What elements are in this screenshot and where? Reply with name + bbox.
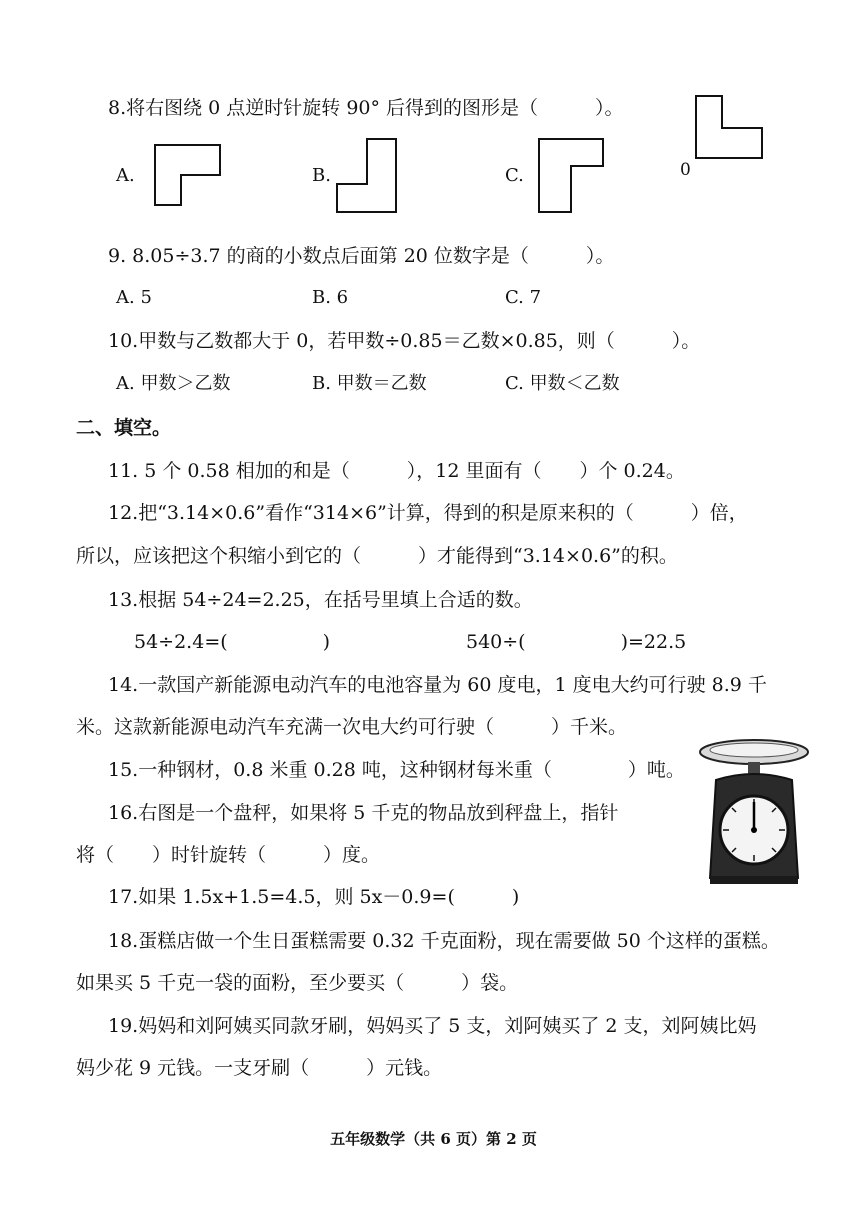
q8-option-b-label: B. bbox=[312, 165, 331, 186]
q8-text: 8.将右图绕 0 点逆时针旋转 90° 后得到的图形是（ ）。 bbox=[108, 97, 624, 119]
q10-option-a: A. 甲数＞乙数 bbox=[116, 373, 231, 394]
q8-option-c-shape bbox=[535, 136, 610, 218]
q19-line2: 妈少花 9 元钱。一支牙刷（ ）元钱。 bbox=[76, 1057, 443, 1079]
q17-text: 17.如果 1.5x+1.5=4.5，则 5x－0.9=( ) bbox=[108, 886, 520, 908]
q13-text: 13.根据 54÷24=2.25，在括号里填上合适的数。 bbox=[108, 589, 533, 611]
q8-option-b-shape bbox=[333, 136, 408, 218]
q18-line1: 18.蛋糕店做一个生日蛋糕需要 0.32 千克面粉，现在需要做 50 个这样的蛋糕。 bbox=[108, 930, 780, 952]
q19-line1: 19.妈妈和刘阿姨买同款牙刷，妈妈买了 5 支，刘阿姨买了 2 支，刘阿姨比妈 bbox=[108, 1015, 757, 1037]
q9-option-c: C. 7 bbox=[505, 287, 542, 308]
q9-option-a: A. 5 bbox=[116, 287, 152, 308]
q14-line1: 14.一款国产新能源电动汽车的电池容量为 60 度电，1 度电大约可行驶 8.9 千 bbox=[108, 674, 767, 696]
q8-reference-shape bbox=[690, 90, 770, 165]
q15-text: 15.一种钢材，0.8 米重 0.28 吨，这种钢材每米重（ ）吨。 bbox=[108, 759, 685, 781]
section-title: 二、填空。 bbox=[76, 417, 172, 439]
q9-option-b: B. 6 bbox=[312, 287, 349, 308]
q16-line2: 将（ ）时针旋转（ ）度。 bbox=[76, 844, 381, 866]
q16-line1: 16.右图是一个盘秤，如果将 5 千克的物品放到秤盘上，指针 bbox=[108, 802, 619, 824]
q9-text: 9. 8.05÷3.7 的商的小数点后面第 20 位数字是（ ）。 bbox=[108, 245, 615, 267]
q8-option-a-label: A. bbox=[116, 165, 135, 186]
page-footer: 五年级数学（共 6 页）第 2 页 bbox=[330, 1130, 537, 1148]
q8-option-a-shape bbox=[150, 142, 230, 212]
q10-option-b: B. 甲数＝乙数 bbox=[312, 373, 427, 394]
q10-option-c: C. 甲数＜乙数 bbox=[505, 373, 620, 394]
q10-text: 10.甲数与乙数都大于 0，若甲数÷0.85＝乙数×0.85，则（ ）。 bbox=[108, 330, 701, 352]
q11-text: 11. 5 个 0.58 相加的和是（ ），12 里面有（ ）个 0.24。 bbox=[108, 460, 685, 482]
q14-line2: 米。这款新能源电动汽车充满一次电大约可行驶（ ）千米。 bbox=[76, 716, 628, 738]
q8-pivot-label: 0 bbox=[680, 160, 691, 180]
q13-left-equation: 54÷2.4=( ) bbox=[134, 631, 331, 653]
q13-right-equation: 540÷( )=22.5 bbox=[466, 631, 687, 653]
scale-image bbox=[698, 738, 810, 888]
q12-line1: 12.把“3.14×0.6”看作“314×6”计算，得到的积是原来积的（ ）倍， bbox=[108, 502, 748, 524]
q12-line2: 所以，应该把这个积缩小到它的（ ）才能得到“3.14×0.6”的积。 bbox=[76, 545, 678, 567]
q18-line2: 如果买 5 千克一袋的面粉，至少要买（ ）袋。 bbox=[76, 972, 519, 994]
q8-option-c-label: C. bbox=[505, 165, 524, 186]
